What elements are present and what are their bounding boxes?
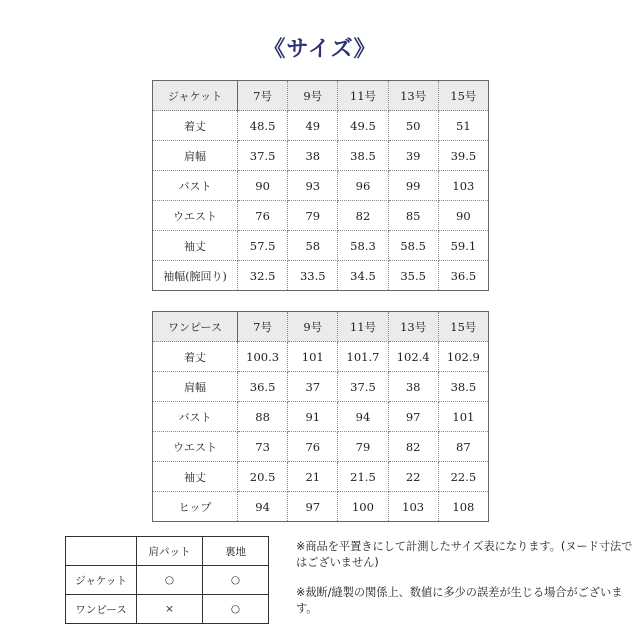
table-row (153, 261, 489, 291)
header-cell: 7号 (238, 81, 288, 111)
table-row (66, 595, 269, 624)
table-cell: 82 (338, 201, 388, 231)
table-cell: 58.5 (388, 231, 438, 261)
table-cell: 58 (288, 231, 338, 261)
row-label: バスト (153, 402, 238, 432)
table-cell: 22 (388, 462, 438, 492)
table-cell: 37.5 (338, 372, 388, 402)
table-cell: 22.5 (438, 462, 488, 492)
table-cell: 36.5 (438, 261, 488, 291)
table-cell: 50 (388, 111, 438, 141)
table-cell: 90 (238, 171, 288, 201)
table-cell: 79 (288, 201, 338, 231)
table-cell: 49 (288, 111, 338, 141)
table-cell: 103 (438, 171, 488, 201)
table-row (153, 171, 489, 201)
row-label: 肩幅 (153, 141, 238, 171)
table-row (153, 492, 489, 522)
table-cell: 102.9 (438, 342, 488, 372)
table-row (153, 111, 489, 141)
table-row (153, 141, 489, 171)
header-cell: 裏地 (203, 537, 269, 566)
table-row (66, 566, 269, 595)
header-cell (66, 537, 137, 566)
table-cell: 33.5 (288, 261, 338, 291)
table-cell: 58.3 (338, 231, 388, 261)
table-cell: 73 (238, 432, 288, 462)
table-cell: 101 (438, 402, 488, 432)
table-cell: 76 (288, 432, 338, 462)
note-measurement: ※商品を平置きにして計測したサイズ表になります。(ヌード寸法ではございません) (296, 540, 633, 569)
header-cell: 15号 (438, 312, 488, 342)
row-label: ワンピース (66, 595, 137, 624)
table-cell: 32.5 (238, 261, 288, 291)
row-label: 袖幅(腕回り) (153, 261, 238, 291)
table-row (153, 462, 489, 492)
onepiece-size-table (152, 311, 489, 522)
table-cell: 88 (238, 402, 288, 432)
table-row (153, 402, 489, 432)
row-label: ヒップ (153, 492, 238, 522)
table-cell: 38 (288, 141, 338, 171)
row-label: 袖丈 (153, 231, 238, 261)
table-cell: 85 (388, 201, 438, 231)
table-cell: 49.5 (338, 111, 388, 141)
table-cell: 94 (238, 492, 288, 522)
note-tolerance: ※裁断/縫製の関係上、数値に多少の誤差が生じる場合がございます。 (296, 586, 623, 615)
table-cell: 101 (288, 342, 338, 372)
page-title: 《サイズ》 (263, 37, 377, 62)
table-cell: 99 (388, 171, 438, 201)
table-cell: 36.5 (238, 372, 288, 402)
header-cell: 9号 (288, 312, 338, 342)
table-cell: × (137, 595, 203, 624)
table-cell: 90 (438, 201, 488, 231)
table-cell: 38.5 (438, 372, 488, 402)
header-cell: 15号 (438, 81, 488, 111)
table-row (153, 201, 489, 231)
row-label: ウエスト (153, 201, 238, 231)
table-cell: 48.5 (238, 111, 288, 141)
table-cell: 97 (288, 492, 338, 522)
row-label: 肩幅 (153, 372, 238, 402)
table-cell: 96 (338, 171, 388, 201)
table-cell: 38 (388, 372, 438, 402)
table-header-row (66, 537, 269, 566)
table-cell: 102.4 (388, 342, 438, 372)
table-cell: ○ (203, 566, 269, 595)
table-cell: 82 (388, 432, 438, 462)
header-cell: 13号 (388, 81, 438, 111)
table-cell: ○ (137, 566, 203, 595)
table-row (153, 432, 489, 462)
row-label: バスト (153, 171, 238, 201)
table-cell: 39.5 (438, 141, 488, 171)
header-cell: ワンピース (153, 312, 238, 342)
table-cell: 37 (288, 372, 338, 402)
header-cell: 11号 (338, 312, 388, 342)
table-row (153, 342, 489, 372)
table-cell: 97 (388, 402, 438, 432)
table-cell: ○ (203, 595, 269, 624)
notes (296, 539, 636, 631)
table-header-row (153, 81, 489, 111)
table-cell: 93 (288, 171, 338, 201)
table-cell: 38.5 (338, 141, 388, 171)
row-label: ジャケット (66, 566, 137, 595)
table-cell: 87 (438, 432, 488, 462)
table-cell: 76 (238, 201, 288, 231)
table-cell: 103 (388, 492, 438, 522)
table-row (153, 372, 489, 402)
table-cell: 91 (288, 402, 338, 432)
header-cell: ジャケット (153, 81, 238, 111)
table-cell: 21.5 (338, 462, 388, 492)
header-cell: 9号 (288, 81, 338, 111)
table-cell: 100 (338, 492, 388, 522)
lining-table (65, 536, 269, 624)
row-label: 袖丈 (153, 462, 238, 492)
header-cell: 肩パット (137, 537, 203, 566)
table-cell: 20.5 (238, 462, 288, 492)
header-cell: 13号 (388, 312, 438, 342)
jacket-size-table (152, 80, 489, 291)
header-cell: 11号 (338, 81, 388, 111)
table-cell: 100.3 (238, 342, 288, 372)
table-cell: 57.5 (238, 231, 288, 261)
row-label: 着丈 (153, 342, 238, 372)
table-cell: 59.1 (438, 231, 488, 261)
table-cell: 37.5 (238, 141, 288, 171)
table-header-row (153, 312, 489, 342)
row-label: 着丈 (153, 111, 238, 141)
table-cell: 79 (338, 432, 388, 462)
table-cell: 34.5 (338, 261, 388, 291)
table-cell: 101.7 (338, 342, 388, 372)
table-cell: 35.5 (388, 261, 438, 291)
table-cell: 108 (438, 492, 488, 522)
table-cell: 39 (388, 141, 438, 171)
table-cell: 94 (338, 402, 388, 432)
table-cell: 21 (288, 462, 338, 492)
header-cell: 7号 (238, 312, 288, 342)
table-row (153, 231, 489, 261)
row-label: ウエスト (153, 432, 238, 462)
table-cell: 51 (438, 111, 488, 141)
